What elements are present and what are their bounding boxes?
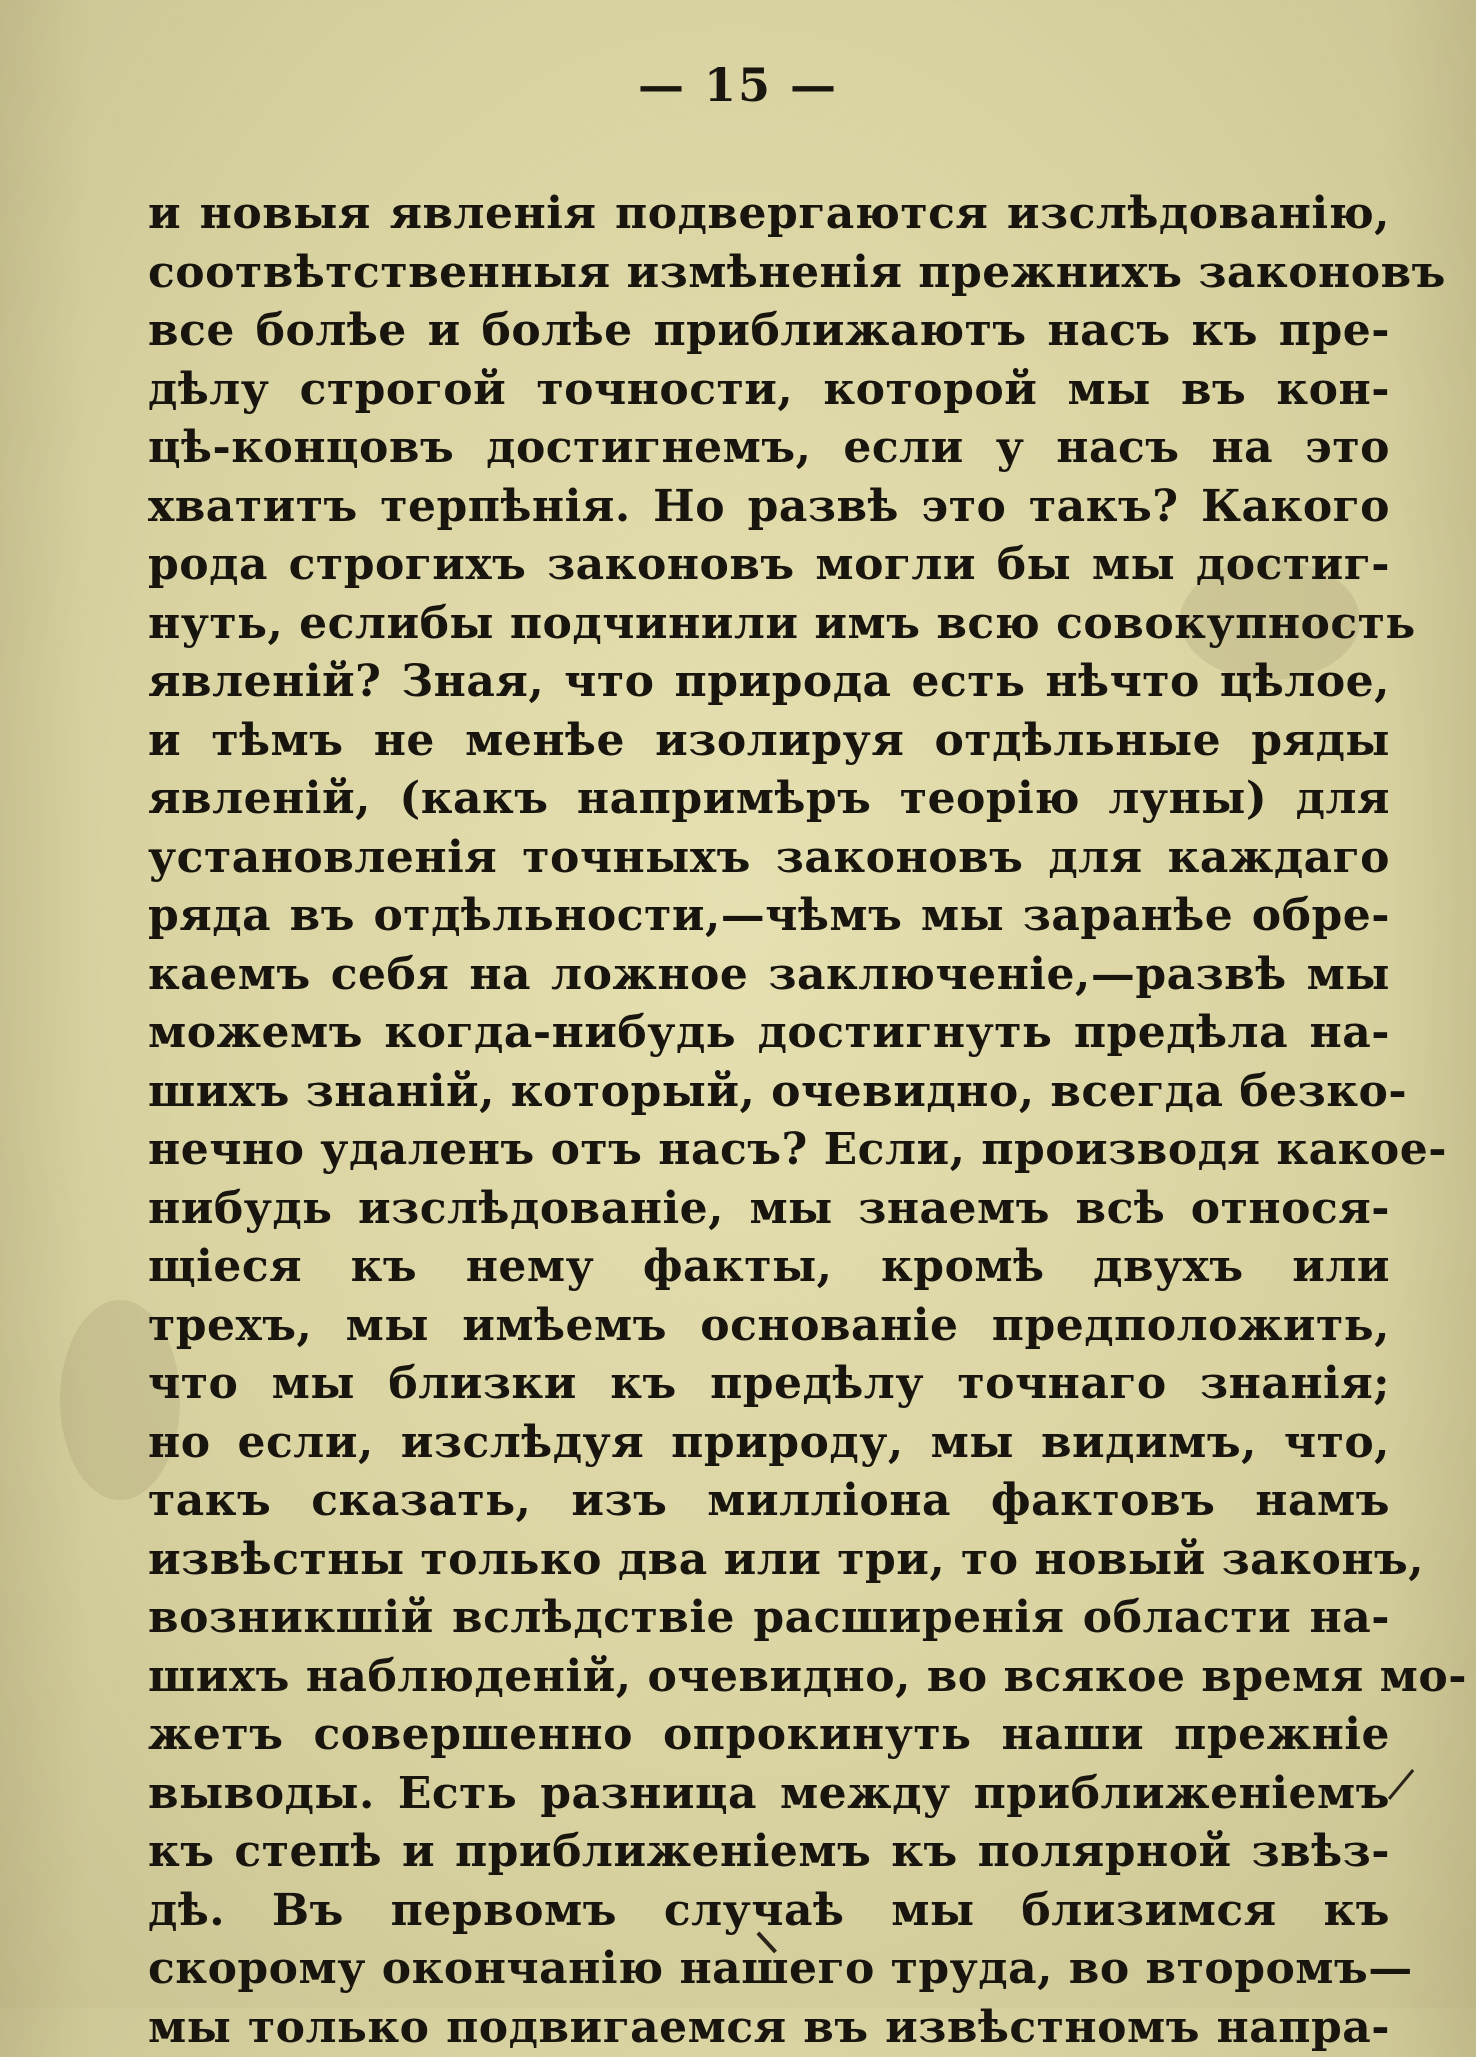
- text-line: нуть, еслибы подчинили имъ всю совокупность: [148, 595, 1390, 654]
- text-line: цѣ-концовъ достигнемъ, если у насъ на это: [148, 419, 1390, 478]
- page-number: — 15 —: [0, 58, 1476, 112]
- text-line: и новыя явленія подвергаются изслѣдованію,: [148, 185, 1390, 244]
- text-line: къ степѣ и приближеніемъ къ полярной звѣз-: [148, 1823, 1390, 1882]
- text-line: ряда въ отдѣльности,—чѣмъ мы заранѣе обре-: [148, 887, 1390, 946]
- text-line: щіеся къ нему факты, кромѣ двухъ или: [148, 1238, 1390, 1297]
- text-line: возникшій вслѣдствіе расширенія области на-: [148, 1589, 1390, 1648]
- text-line: извѣстны только два или три, то новый законъ,: [148, 1531, 1390, 1590]
- body-text: [148, 185, 1390, 2057]
- text-line: и тѣмъ не менѣе изолируя отдѣльные ряды: [148, 712, 1390, 771]
- text-line: скорому окончанію нашего труда, во второмъ—: [148, 1940, 1390, 1999]
- text-line: что мы близки къ предѣлу точнаго знанія;: [148, 1355, 1390, 1414]
- text-line: нечно удаленъ отъ насъ? Если, производя какое-: [148, 1121, 1390, 1180]
- text-line: шихъ знаній, который, очевидно, всегда безко-: [148, 1063, 1390, 1122]
- text-line: явленій, (какъ напримѣръ теорію луны) для: [148, 770, 1390, 829]
- text-line: дѣ. Въ первомъ случаѣ мы близимся къ: [148, 1882, 1390, 1941]
- text-line: трехъ, мы имѣемъ основаніе предположить,: [148, 1297, 1390, 1356]
- text-line: выводы. Есть разница между приближеніемъ: [148, 1765, 1390, 1824]
- text-line: нибудь изслѣдованіе, мы знаемъ всѣ относя-: [148, 1180, 1390, 1239]
- text-line: установленія точныхъ законовъ для каждаго: [148, 829, 1390, 888]
- text-line: можемъ когда-нибудь достигнуть предѣла на-: [148, 1004, 1390, 1063]
- text-line: хватитъ терпѣнія. Но развѣ это такъ? Какого: [148, 478, 1390, 537]
- text-line: все болѣе и болѣе приближаютъ насъ къ пре-: [148, 302, 1390, 361]
- text-line: дѣлу строгой точности, которой мы въ кон-: [148, 361, 1390, 420]
- text-line: но если, изслѣдуя природу, мы видимъ, что,: [148, 1414, 1390, 1473]
- text-line: жетъ совершенно опрокинуть наши прежніе: [148, 1706, 1390, 1765]
- text-line: мы только подвигаемся въ извѣстномъ напра-: [148, 1999, 1390, 2057]
- text-line: соотвѣтственныя измѣненія прежнихъ законовъ: [148, 244, 1390, 303]
- text-line: рода строгихъ законовъ могли бы мы достиг-: [148, 536, 1390, 595]
- text-line: шихъ наблюденій, очевидно, во всякое время мо-: [148, 1648, 1390, 1707]
- text-line: такъ сказать, изъ милліона фактовъ намъ: [148, 1472, 1390, 1531]
- text-line: явленій? Зная, что природа есть нѣчто цѣлое,: [148, 653, 1390, 712]
- text-line: каемъ себя на ложное заключеніе,—развѣ мы: [148, 946, 1390, 1005]
